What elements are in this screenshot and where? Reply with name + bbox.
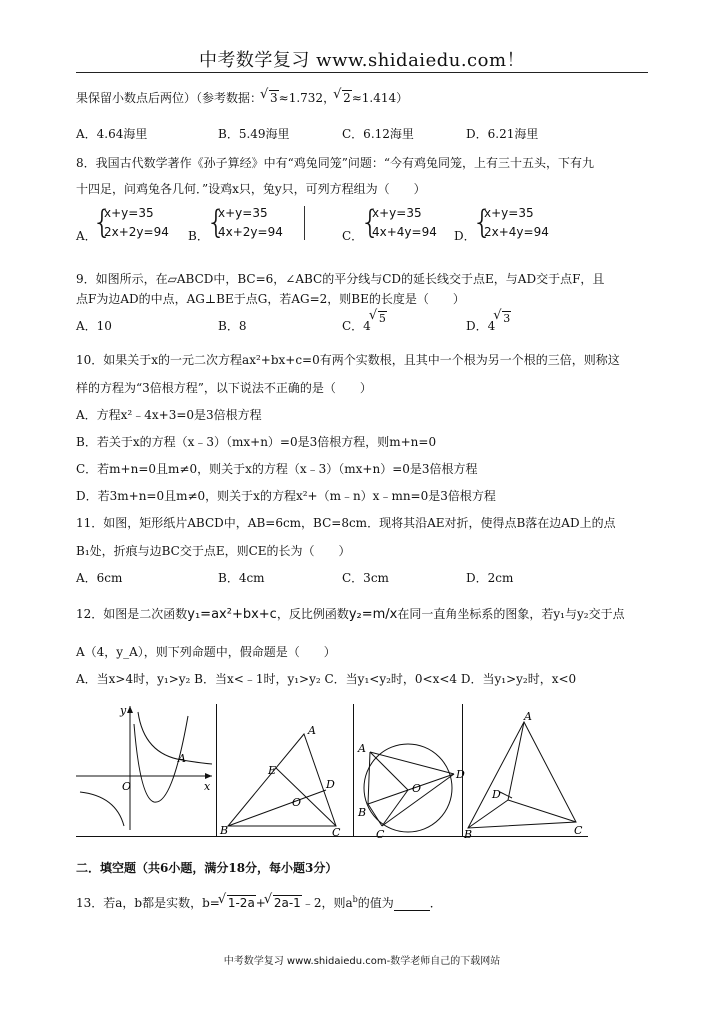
q12-options[interactable]: A．当x>4时，y₁>y₂ B．当x<﹣1时，y₁>y₂ C．当y₁<y₂时，0<x<4 D．当y₁>y₂时，x<0 xyxy=(76,672,577,686)
figures-baseline xyxy=(76,836,588,837)
q11-option-a[interactable]: A．6cm xyxy=(76,571,123,585)
q11-option-b[interactable]: B．4cm xyxy=(218,571,265,585)
q12-line1: 12．如图是二次函数y₁=ax²+bx+c，反比例函数y₂=m/x在同一直角坐标系的图象，若y₁与y₂交于点 xyxy=(76,607,625,622)
fig3-segment-ad xyxy=(370,752,454,774)
fig3-segment-bc xyxy=(368,804,382,826)
q9-line2: 点F为边AD的中点，AG⊥BE于点G，若AG=2，则BE的长度是（ ） xyxy=(76,292,465,306)
fig2-label-d: D xyxy=(326,778,335,791)
q7-option-d[interactable]: D．6.21海里 xyxy=(466,127,539,141)
q8-line2: 十四足，问鸡兔各几何．”设鸡x只，兔y只，可列方程组为（ ） xyxy=(76,182,426,196)
fig3-segment-ao xyxy=(370,752,408,790)
figure-divider-1 xyxy=(216,704,217,836)
fig1-label-o: O xyxy=(122,780,132,793)
q9-option-a[interactable]: A．10 xyxy=(76,319,112,333)
q11-line1: 11．如图，矩形纸片ABCD中，AB=6cm，BC=8cm．现将其沿AE对折，使得点B落在边AD上的点 xyxy=(76,516,616,530)
q10-option-a[interactable]: A．方程x²﹣4x+3=0是3倍根方程 xyxy=(76,408,262,422)
fig3-label-c: C xyxy=(376,828,385,841)
q8-system-a[interactable]: { x+y=35 2x+2y=94 xyxy=(92,203,169,241)
fig2-label-b: B xyxy=(220,824,229,837)
q7-approx1: ≈1.732， xyxy=(278,91,336,105)
q8-label-b[interactable]: B． xyxy=(188,229,209,243)
q9-option-c[interactable]: C．4√ 5 xyxy=(342,318,387,335)
q13-answer-blank[interactable] xyxy=(394,898,430,911)
q10-option-c[interactable]: C．若m+n=0且m≠0，则关于x的方程（x﹣3）（mx+n）=0是3倍根方程 xyxy=(76,462,478,476)
q12-line2: A（4，y_A），则下列命题中，假命题是（ ） xyxy=(76,645,336,659)
fig1-label-y: y xyxy=(120,704,127,717)
q9-option-d[interactable]: D．4√ 3 xyxy=(466,318,511,335)
figure-4-tetrahedron xyxy=(464,704,590,841)
q7-option-c[interactable]: C．6.12海里 xyxy=(342,127,414,141)
fig2-triangle-abc xyxy=(228,734,336,826)
q11-option-d[interactable]: D．2cm xyxy=(466,571,514,585)
fig3-label-a: A xyxy=(358,742,366,755)
sqrt-5: √ 5 xyxy=(371,311,387,327)
q10-option-d[interactable]: D．若3m+n=0且m≠0，则关于x的方程x²+（m﹣n）x﹣mn=0是3倍根方程 xyxy=(76,489,496,503)
fig1-x-arrow xyxy=(205,773,212,779)
fig3-segment-bd xyxy=(368,774,454,804)
figure-divider-2 xyxy=(353,704,354,836)
fig2-label-c: C xyxy=(332,826,341,839)
fig2-label-e: E xyxy=(268,764,277,777)
q11-option-c[interactable]: C．3cm xyxy=(342,571,389,585)
fig1-y-arrow xyxy=(127,706,133,713)
fig4-triangle-abc xyxy=(468,722,576,828)
fig3-label-o: O xyxy=(412,782,422,795)
fig2-label-a: A xyxy=(308,724,316,737)
figure-2-triangle xyxy=(218,704,352,838)
header-rule xyxy=(76,72,648,73)
q7-continuation xyxy=(76,90,408,106)
q7-approx2: ≈1.414） xyxy=(351,91,409,105)
q8-system-c[interactable]: { x+y=35 4x+4y=94 xyxy=(360,203,437,241)
sqrt-2: √ 2 xyxy=(335,90,352,106)
fig1-hyperbola-right xyxy=(138,712,212,764)
q8-system-b[interactable]: { x+y=35 4x+2y=94 xyxy=(206,203,283,241)
q12-inverse-formula: y₂=m/x xyxy=(348,607,398,622)
fig3-segment-ab xyxy=(368,752,370,804)
figure-3-circle xyxy=(356,704,465,841)
q8-label-c[interactable]: C． xyxy=(342,229,364,243)
q9-line1: 9．如图所示，在▱ABCD中，BC=6，∠ABC的平分线与CD的延长线交于点E，与AD交于点F，且 xyxy=(76,272,605,286)
q8-line1: 8．我国古代数学著作《孙子算经》中有“鸡兔同笼”问题：“今有鸡兔同笼，上有三十五头，下有九 xyxy=(76,156,595,170)
page-footer: 中考数学复习 www.shidaiedu.com-数学老师自己的下载网站 xyxy=(223,956,501,967)
sqrt-2a-1: √ 2a-1 xyxy=(266,895,302,911)
q7-option-b[interactable]: B．5.49海里 xyxy=(218,127,290,141)
q10-line1: 10．如果关于x的一元二次方程ax²+bx+c=0有两个实数根，且其中一个根为另一个根的三倍，则称这 xyxy=(76,353,620,367)
fig2-label-o: O xyxy=(292,796,302,809)
q8-system-d[interactable]: { x+y=35 2x+4y=94 xyxy=(472,203,549,241)
q12-quadratic-formula: y₁=ax²+bx+c xyxy=(187,607,277,622)
figure-1-function-graph xyxy=(76,702,216,832)
fig4-segment-ad xyxy=(508,722,524,800)
q10-line2: 样的方程为“3倍根方程”，以下说法不正确的是（ ） xyxy=(76,381,372,395)
q13-line: 13．若a，b都是实数，b=√ 1-2a+√ 2a-1﹣2，则$a^b$的值为 ． xyxy=(76,892,442,911)
fig4-label-a: A xyxy=(524,710,532,723)
fig4-segment-d-mark xyxy=(500,792,512,798)
fig3-segment-oc xyxy=(382,790,408,826)
fig4-label-c: C xyxy=(574,824,583,837)
sqrt-1-2a: √ 1-2a xyxy=(220,895,256,911)
page-header: 中考数学复习 www.shidaiedu.com！ xyxy=(198,50,526,71)
fig4-segment-bd xyxy=(468,800,508,828)
section-2-title: 二．填空题（共6小题，满分18分，每小题3分） xyxy=(76,861,338,875)
q10-option-b[interactable]: B．若关于x的方程（x﹣3）（mx+n）=0是3倍根方程，则m+n=0 xyxy=(76,435,437,449)
q9-option-b[interactable]: B．8 xyxy=(218,319,247,333)
fig1-label-a: A xyxy=(178,752,186,765)
fig4-label-d: D xyxy=(492,788,501,801)
fig4-label-b: B xyxy=(464,828,473,841)
sqrt-3b: √ 3 xyxy=(495,311,511,327)
q7-option-a[interactable]: A．4.64海里 xyxy=(76,127,148,141)
q8-label-d[interactable]: D． xyxy=(454,229,476,243)
q11-line2: B₁处，折痕与边BC交于点E，则CE的长为（ ） xyxy=(76,544,351,558)
fig3-label-b: B xyxy=(358,806,367,819)
fig1-label-x: x xyxy=(204,780,211,793)
figure-divider-3 xyxy=(462,704,463,836)
q7-cont-text: 果保留小数点后两位）（参考数据： xyxy=(76,91,263,105)
fig1-hyperbola-left xyxy=(80,792,124,826)
fig3-label-d: D xyxy=(456,768,465,781)
q8-bar xyxy=(304,206,305,240)
q8-label-a[interactable]: A． xyxy=(76,229,97,243)
sqrt-3: √ 3 xyxy=(262,90,279,106)
